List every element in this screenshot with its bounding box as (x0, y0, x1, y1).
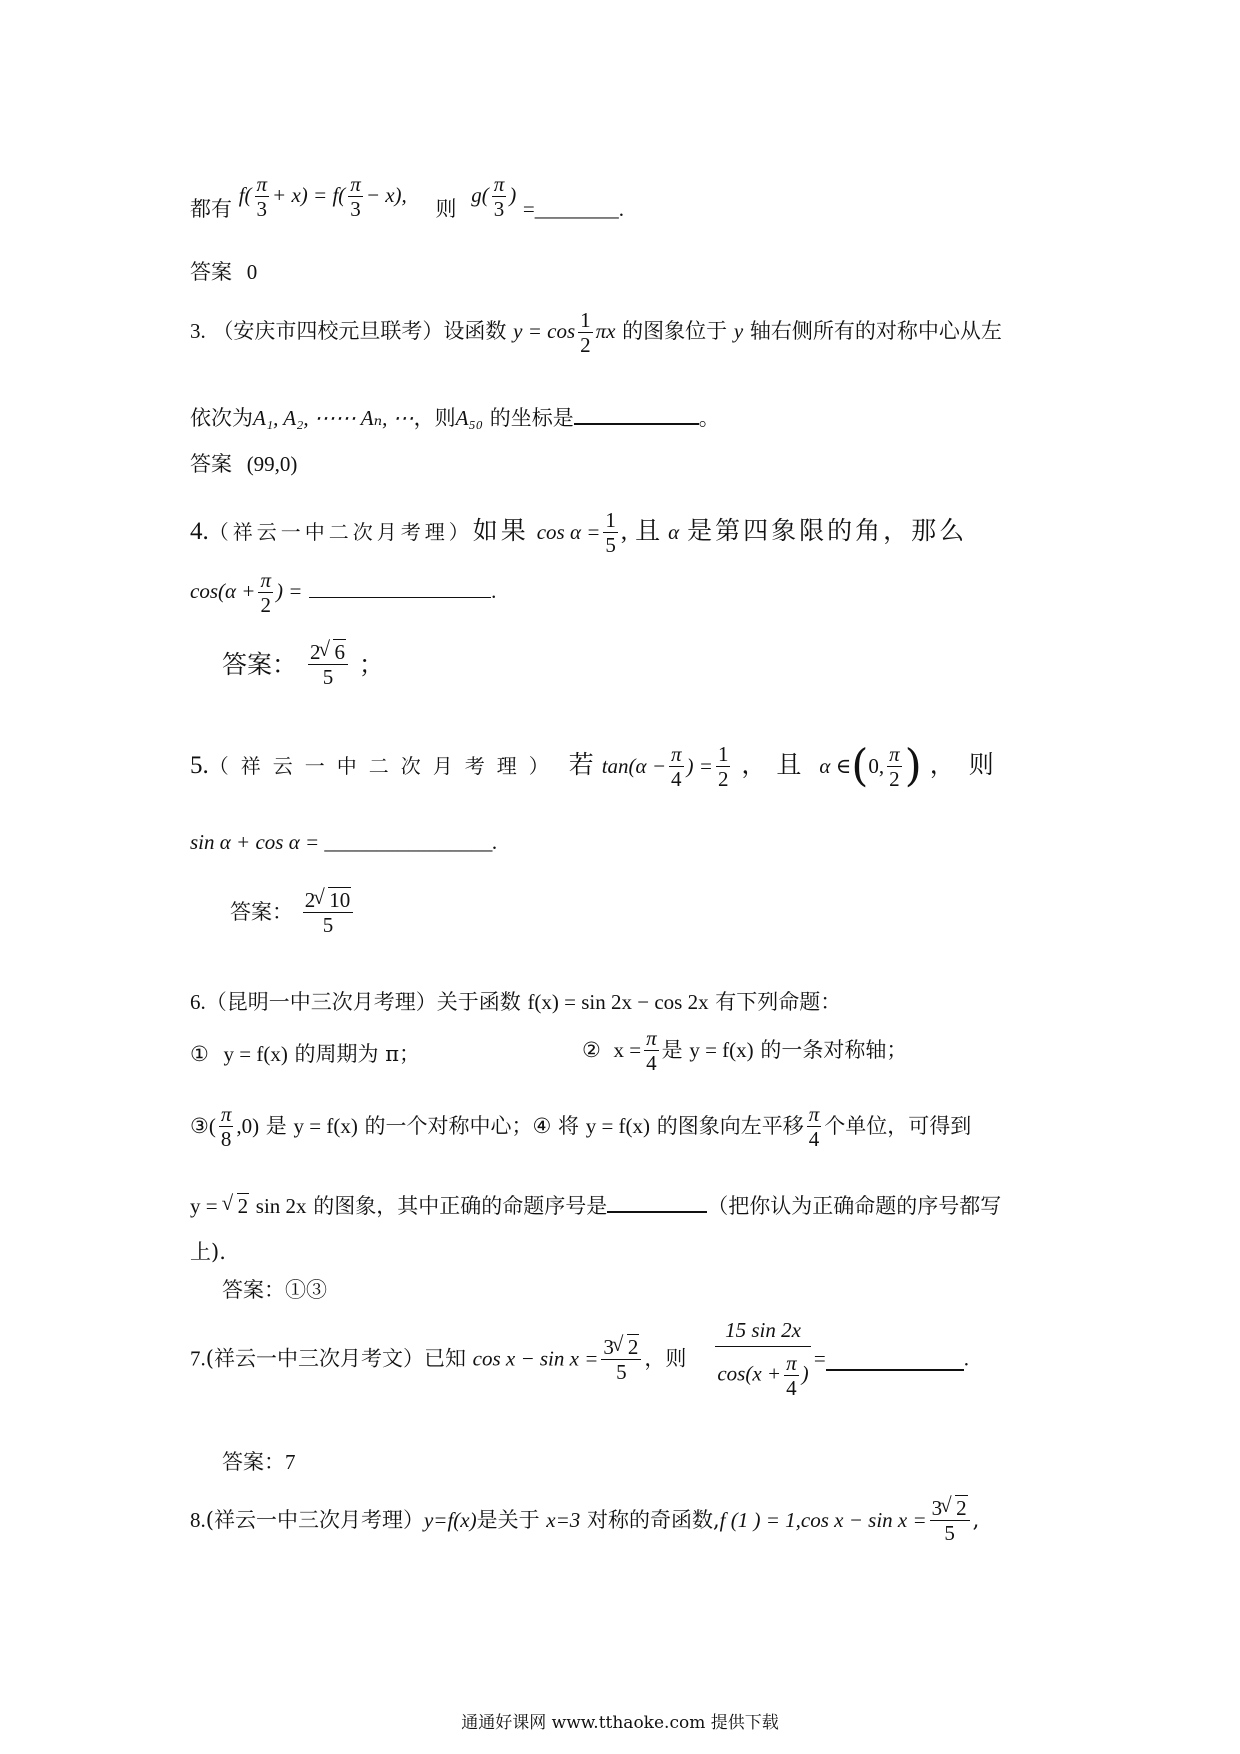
answer-5 (230, 888, 356, 937)
y-eq-fx: y=f(x) (423, 1508, 477, 1533)
item-2-expr-2: y = f(x) (689, 1038, 754, 1063)
problem-text: 的图象，其中正确的命题序号是 (313, 1194, 608, 1218)
answer-2 (190, 262, 257, 283)
cos-minus-sin: cos x − sin x = (472, 1346, 599, 1371)
problem-text: 的坐标是 (489, 406, 574, 430)
problem-6-line-2 (190, 1044, 420, 1065)
alpha-in: α ∈ (819, 754, 852, 779)
problem-source: (祥云一中三次月考文）已知 (205, 1346, 466, 1371)
problem-text: ，则 (644, 1346, 687, 1371)
page-footer: 通通好课网 www.tthaoke.com 提供下载 (461, 1713, 779, 1733)
equals: = (813, 1346, 826, 1371)
cos-alpha: cos α = (536, 520, 601, 545)
problem-source: （祥云一中二次月考理） (208, 520, 473, 545)
problem-5-line-2 (190, 832, 498, 853)
problem-number: 4. (190, 518, 209, 546)
problem-3-line-1 (190, 308, 1002, 357)
tan-expr: tan(α − (601, 754, 666, 779)
answer-value: 7 (285, 1450, 296, 1474)
answer-label: 答案 (190, 452, 232, 476)
problem-source: (祥云一中三次月考理） (205, 1508, 424, 1533)
item-4-text-3: 个单位，可得到 (824, 1114, 972, 1139)
problem-text: ，则 (413, 406, 456, 430)
problem-text: （把你认为正确命题的序号都写 (707, 1194, 1002, 1218)
item-4-marker: ④ (532, 1114, 552, 1139)
item-2-marker: ② (582, 1038, 601, 1063)
fraction-answer-4: $\frac{2√ 6}{5}$ (308, 640, 348, 689)
x-eq-3: x=3 (546, 1508, 581, 1533)
sqrt-2: √ 2 (224, 1196, 250, 1217)
function-expr-tail: πx (595, 319, 616, 344)
fraction-1-5: $\frac{1}{5}$ (605, 508, 616, 558)
problem-text: 轴右侧所有的对称中心从左 (749, 319, 1002, 344)
problem-text: 依次为 (190, 406, 253, 430)
answer-blank-3 (574, 402, 699, 425)
g-right: ) (509, 183, 517, 208)
problem-6-line-5 (190, 1242, 226, 1263)
f1-eq-1: f (1 ) = 1, (719, 1508, 801, 1533)
problem-text: 是关于 (476, 1508, 540, 1533)
fraction-pi-3: $\frac{\pi}{3}$ (256, 172, 268, 222)
answer-3 (190, 454, 297, 475)
problem-number: 6. (190, 990, 206, 1014)
semicolon: ； (358, 650, 384, 680)
fraction-3sqrt2-5: $\frac{3√ 2}{5}$ (930, 1496, 970, 1545)
problem-text: 有下列命题： (715, 990, 842, 1014)
fraction-pi-4: $\frac{\pi}{4}$ (671, 742, 682, 792)
cos-expr: cos(α + (190, 579, 256, 604)
fraction-1-2: $\frac{1}{2}$ (717, 742, 729, 792)
fraction-15sin2x: 15 sin 2x cos(x + $\frac{\pi}{4}$ ) (715, 1318, 811, 1400)
sequence: A₁, A₂, ⋯⋯ Aₙ, ⋯ (253, 406, 414, 430)
answer-blank-6 (607, 1190, 707, 1213)
period: . (491, 579, 497, 604)
alpha-var: α (668, 520, 680, 545)
problem-number: 7. (190, 1346, 206, 1371)
comma: , (972, 1508, 980, 1533)
item-2-text: 是 (661, 1038, 683, 1063)
item-4-expr: y = f(x) (585, 1114, 651, 1139)
fraction-3sqrt2-5: $\frac{3√ 2}{5}$ (601, 1335, 641, 1384)
problem-text: 且 (635, 516, 661, 546)
f-mid: + x) = f( (272, 183, 346, 208)
answer-7 (222, 1452, 296, 1473)
function-f: f(x) = sin 2x − cos 2x (527, 990, 709, 1014)
item-3-expr: y = f(x) (293, 1114, 358, 1139)
problem-source: （安庆市四校元旦联考）设函数 (212, 319, 507, 344)
answer-blank-7 (826, 1348, 964, 1371)
item-3-text-2: 的一个对称中心； (364, 1114, 533, 1139)
sin-cos-expr: sin α + cos α = ________________. (190, 830, 498, 854)
problem-text: 。 (698, 406, 720, 430)
y-var: y (733, 319, 744, 344)
answer-6 (222, 1280, 327, 1301)
a50: A₅₀ (455, 406, 484, 430)
answer-blank-2: =________. (522, 197, 624, 222)
item-3-text: 是 (265, 1114, 287, 1139)
answer-label: 答案： (222, 650, 298, 680)
then-label: 则 (435, 197, 457, 222)
problem-2-line (190, 172, 624, 221)
point-tail: ,0) (236, 1114, 260, 1139)
answer-value: (99,0) (246, 452, 298, 476)
answer-value: ①③ (285, 1278, 327, 1302)
answer-value: 0 (246, 260, 258, 284)
tan-expr-tail: ) = (686, 754, 713, 779)
problem-text: 对称的奇函数, (586, 1508, 720, 1533)
answer-label: 答案： (222, 1278, 285, 1302)
fraction-pi-4: $\frac{\pi}{4}$ (646, 1026, 657, 1076)
paren-open: ( (208, 1114, 216, 1139)
problem-8-line (190, 1496, 979, 1545)
cos-minus-sin: cos x − sin x = (800, 1508, 927, 1533)
item-4-text-2: 的图象向左平移 (656, 1114, 804, 1139)
problem-6-line-4 (190, 1190, 1001, 1217)
problem-text: 如果 (472, 516, 529, 546)
problem-4-line-1: 4.（祥云一中二次月考理）如果 cos α = $\frac{1}{5}$ , 且 α 是第四象限的角，那么 (190, 508, 968, 558)
cos-expr-tail: ) = (275, 579, 303, 604)
problem-text: 的图象位于 (622, 319, 728, 344)
item-1-marker: ① (190, 1042, 209, 1066)
item-4-text: 将 (558, 1114, 580, 1139)
fraction-pi-2: $\frac{\pi}{2}$ (889, 742, 900, 792)
problem-text: ，且 (741, 750, 812, 780)
problem-text: 若 (568, 750, 594, 780)
f-left: f( (238, 183, 252, 208)
problem-number: 3. (190, 319, 206, 344)
g-left: g( (471, 183, 489, 208)
problem-source: （昆明一中三次月考理）关于函数 (205, 990, 521, 1014)
item-2-expr: x = (613, 1038, 642, 1063)
sin-expr: sin 2x (255, 1194, 307, 1218)
problem-2-lead: 都有 (190, 197, 232, 222)
item-3-marker: ③ (190, 1114, 209, 1139)
item-1-text: 的周期为 π； (294, 1042, 421, 1066)
fraction-pi-3: $\frac{\pi}{3}$ (350, 172, 361, 222)
period: . (963, 1346, 969, 1371)
fraction-answer-5: $\frac{2√ 10}{5}$ (303, 888, 354, 937)
problem-6-line-3 (190, 1102, 971, 1151)
answer-label: 答案： (222, 1450, 285, 1474)
problem-text: 上). (190, 1240, 226, 1264)
item-2-text-2: 的一条对称轴； (760, 1038, 908, 1063)
problem-number: 5. (190, 752, 209, 780)
problem-7-line (190, 1318, 969, 1400)
problem-text: ，则 (929, 750, 1008, 780)
item-1-expr: y = f(x) (223, 1042, 288, 1066)
problem-5-line-1: 5.（祥云一中二次月考理） 若 tan(α − $\frac{\pi}{4}$ ) = $\frac{1}{2}$ ，且 α ∈(0, $\frac{\pi}{2}$ ) ，则 (190, 740, 1008, 792)
problem-source: （祥云一中二次月考理） (208, 754, 561, 779)
f-right: − x), (365, 183, 407, 208)
fraction-pi-8: $\frac{\pi}{8}$ (220, 1102, 232, 1152)
answer-label: 答案： (230, 900, 293, 925)
fraction-1-2: $\frac{1}{2}$ (580, 308, 591, 358)
problem-3-line-2 (190, 402, 720, 429)
problem-4-line-2 (190, 568, 496, 617)
fraction-pi-2: $\frac{\pi}{2}$ (260, 568, 271, 618)
problem-text: 是第四象限的角，那么 (687, 516, 968, 546)
fraction-pi-4: $\frac{\pi}{4}$ (808, 1102, 820, 1152)
problem-number: 8. (190, 1508, 206, 1533)
answer-4 (222, 640, 384, 689)
function-expr: y = cos (513, 319, 576, 344)
y-expr: y = (190, 1194, 218, 1218)
problem-6-line-1 (190, 992, 841, 1013)
answer-label: 答案 (190, 260, 232, 284)
problem-6-item-2 (582, 1026, 907, 1075)
fraction-pi-3: $\frac{\pi}{3}$ (493, 172, 505, 222)
answer-blank-4 (309, 576, 491, 598)
